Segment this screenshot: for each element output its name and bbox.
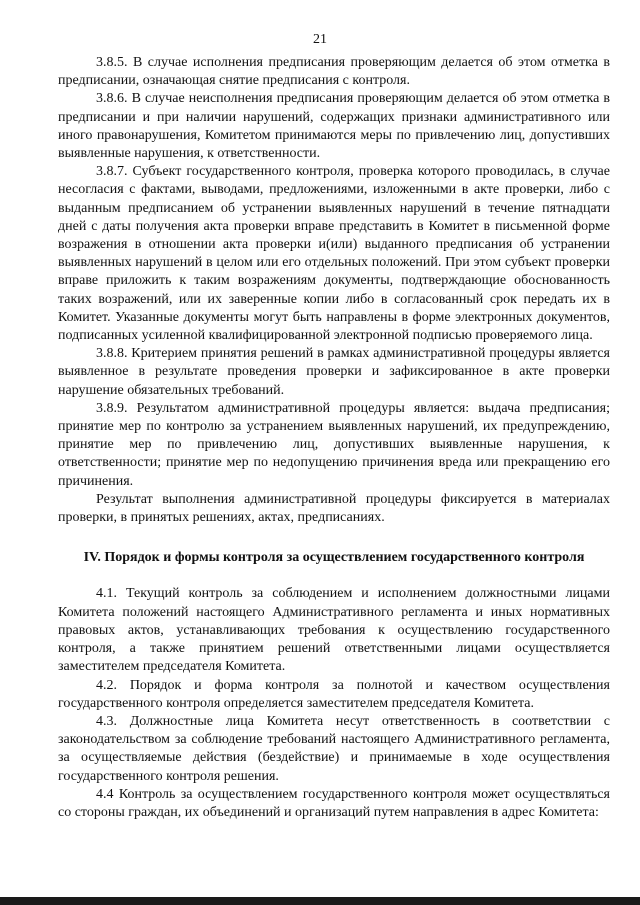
section-title: IV. Порядок и формы контроля за осуществлением государственного контроля — [83, 550, 585, 566]
paragraph-3-8-7: 3.8.7. Субъект государственного контроля, проверка которого проводилась, в случае несогласия с фактами, выводами, предложениями, изложенными в акте проверки, либо с выданным предписанием об устранении выявленных нарушений в течение пятнадцати дней с даты получения акта проверки вправе представить в Комитет в письменной форме возражения в отношении акта проверки и(или) выданного предписания об устранении выявленных нарушений в целом или его отдельных положений. При этом субъект проверки вправе приложить к таким возражениям документы, подтверждающие обоснованность таких возражений, или их заверенные копии либо в согласованный срок передать их в Комитет. Указанные документы могут быть направлены в форме электронных документов, подписанных усиленной квалифицированной электронной подписью проверяемого лица. — [58, 164, 610, 344]
paragraph-result: Результат выполнения административной процедуры фиксируется в материалах проверки, в принятых решениях, актах, предписаниях. — [58, 491, 610, 526]
paragraph-3-8-9: 3.8.9. Результатом административной процедуры является: выдача предписания; принятие мер по контролю за устранением выявленных нарушений, их предупреждению, принятие мер по привлечению лиц, допустивших выявленные нарушения, к ответственности; принятие мер по недопущению причинения вреда или прекращению его причинения. — [58, 400, 610, 489]
paragraph-4-4: 4.4 Контроль за осуществлением государственного контроля может осуществляться со стороны граждан, их объединений и организаций путем направления в адрес Комитета: — [58, 786, 610, 820]
paragraph-4-1: 4.1. Текущий контроль за соблюдением и исполнением должностными лицами Комитета положений настоящего Административного регламента и иных нормативных правовых актов, устанавливающих требования к осуществлению государственного контроля, а также принятием решений ответственными лицами осуществляется заместителем председателя Комитета. — [58, 586, 610, 675]
page-number: 21 — [313, 32, 327, 47]
paragraph-3-8-6: 3.8.6. В случае неисполнения предписания проверяющим делается об этом отметка в предписании и при наличии нарушений, содержащих признаки административного или иного правонарушения, Комитетом принимаются меры по привлечению лиц, допустивших выявленные нарушения, к ответственности. — [58, 91, 610, 162]
paragraph-3-8-8: 3.8.8. Критерием принятия решений в рамках административной процедуры является выявленное в результате проведения проверки и зафиксированное в акте проверки нарушение обязательных требований. — [58, 346, 610, 398]
scan-edge — [0, 897, 640, 905]
paragraph-4-2: 4.2. Порядок и форма контроля за полнотой и качеством осуществления государственного контроля определяется заместителем председателя Комитета. — [58, 677, 610, 711]
document-body — [58, 54, 610, 822]
paragraph-3-8-5: 3.8.5. В случае исполнения предписания проверяющим делается об этом отметка в предписании, означающая снятие предписания с контроля. — [58, 55, 610, 89]
paragraph-4-3: 4.3. Должностные лица Комитета несут ответственность в соответствии с законодательством за соблюдение требований настоящего Административного регламента, за осуществляемые действия (бездействие) и принимаемые в ходе осуществления государственного контроля решения. — [58, 713, 610, 784]
